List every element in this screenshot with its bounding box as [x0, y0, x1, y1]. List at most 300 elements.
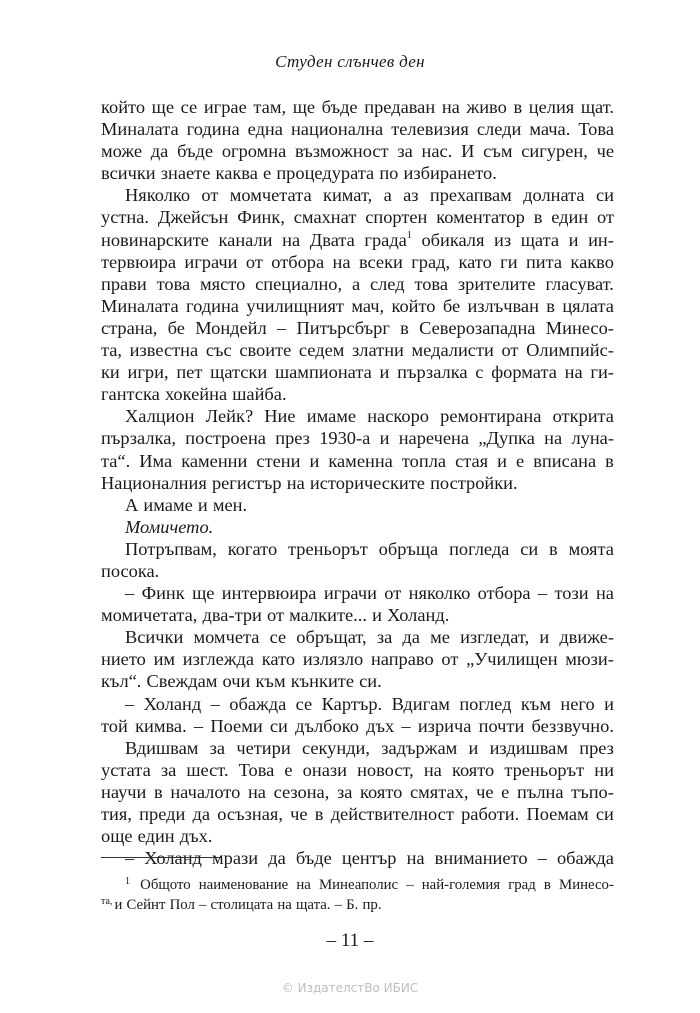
- word: играе: [203, 97, 247, 117]
- word: от: [384, 583, 402, 604]
- word: обикаля: [421, 229, 485, 250]
- word: тервюира: [101, 251, 177, 272]
- word: пет: [176, 362, 203, 383]
- word: обръщат,: [296, 627, 367, 648]
- text-line: [101, 162, 614, 184]
- footnote-line: [101, 876, 614, 896]
- word: каменни: [181, 450, 248, 471]
- word: Свеждам: [146, 671, 218, 692]
- word: си: [595, 185, 614, 206]
- text-line: [101, 670, 614, 692]
- text-line: [101, 759, 614, 781]
- word: е: [501, 781, 510, 802]
- word: ще: [292, 97, 316, 117]
- word: да: [150, 141, 169, 162]
- footnote: [101, 876, 614, 915]
- word: национална: [290, 119, 384, 140]
- word: Минесо-: [545, 317, 614, 338]
- word: –: [198, 896, 207, 913]
- word: от: [201, 185, 219, 206]
- word: Финк: [141, 583, 185, 604]
- word: мен.: [212, 494, 248, 515]
- text-line: [101, 405, 614, 427]
- word: „Дупка: [478, 428, 535, 449]
- word: и: [309, 450, 320, 471]
- word: Националния: [101, 472, 207, 493]
- word: да: [268, 848, 286, 869]
- word: една: [247, 119, 283, 140]
- word: излязло: [302, 649, 364, 670]
- word: та,: [101, 340, 123, 361]
- word: нието: [101, 649, 146, 670]
- footnote-line: [101, 896, 614, 916]
- word: Минеаполис: [318, 877, 399, 893]
- word: наименование: [198, 877, 289, 893]
- word: Холанд: [143, 693, 202, 714]
- word: им: [153, 649, 176, 670]
- word: пързалка,: [101, 428, 176, 449]
- word: телевизия: [391, 119, 469, 140]
- word: историческите: [309, 472, 425, 493]
- word: нас.: [421, 141, 453, 162]
- word: Миналата: [101, 295, 179, 316]
- word: треньорът: [288, 538, 368, 559]
- word: целия: [528, 97, 575, 117]
- word: се: [180, 97, 198, 117]
- text-line: [101, 450, 614, 472]
- word: цялата: [562, 295, 614, 316]
- word: та“.: [101, 450, 131, 471]
- word: известна: [129, 340, 199, 361]
- word: след: [369, 273, 405, 294]
- word: на: [277, 896, 292, 913]
- word: шест.: [186, 759, 229, 780]
- word: обажда: [229, 693, 287, 714]
- word: най-големия: [421, 877, 501, 893]
- word: през: [579, 737, 614, 758]
- word: си: [269, 715, 288, 736]
- word: работи.: [461, 804, 520, 824]
- word: Всички: [125, 627, 184, 648]
- text-line: [101, 273, 614, 295]
- word: няколко: [408, 583, 471, 604]
- word: своите: [239, 340, 292, 361]
- word: това: [156, 273, 191, 294]
- word: а: [383, 185, 392, 206]
- word: столицата: [210, 896, 274, 913]
- word: сезона,: [273, 781, 330, 802]
- word: устна.: [101, 207, 149, 228]
- word: в: [513, 97, 523, 117]
- word: ин-: [588, 229, 614, 250]
- word: обръща: [378, 538, 439, 559]
- word: А: [125, 494, 139, 515]
- word: интервюира: [221, 583, 317, 604]
- word: Б.: [346, 896, 359, 913]
- word: кънките: [290, 671, 354, 692]
- text-line: [101, 184, 614, 206]
- word: един: [551, 207, 589, 228]
- word: ще: [192, 583, 215, 604]
- word: знаете: [160, 163, 211, 184]
- word: от: [267, 605, 285, 626]
- word: си.: [359, 671, 382, 692]
- word: като: [261, 649, 296, 670]
- word: ги: [500, 251, 518, 272]
- word: тия,: [101, 804, 132, 824]
- word: дъх.: [179, 826, 213, 847]
- word: Потръпвам,: [125, 538, 217, 559]
- word: специално,: [255, 273, 343, 294]
- word: Ние: [264, 406, 296, 427]
- text-line: [101, 494, 614, 516]
- word: беззвучно.: [531, 715, 614, 736]
- text-line: [101, 383, 614, 405]
- text-line: [101, 140, 614, 162]
- word: Общото: [140, 877, 191, 893]
- word: когато: [227, 538, 278, 559]
- word: той: [101, 715, 128, 736]
- word: ги-: [590, 362, 614, 383]
- word: щатски: [210, 362, 268, 383]
- word: Халцион: [125, 406, 195, 427]
- text-line: [101, 538, 614, 560]
- word: и: [497, 450, 507, 471]
- text-line: [101, 295, 614, 317]
- footnote-rule: [101, 857, 221, 858]
- word: стени: [256, 450, 301, 471]
- word: в: [533, 207, 543, 228]
- word: Поеми: [210, 715, 263, 736]
- word: избирането.: [403, 163, 497, 184]
- word: тъпо-: [571, 781, 614, 802]
- word: построена: [185, 428, 266, 449]
- word: Поемам: [526, 804, 589, 824]
- word: действителност: [330, 804, 454, 824]
- word: 1930-а: [319, 428, 371, 449]
- word: се: [269, 627, 287, 648]
- word: кимат,: [323, 185, 373, 206]
- word: на: [441, 97, 460, 117]
- word: по: [379, 163, 399, 184]
- word: е: [284, 759, 293, 780]
- text-line: [101, 339, 614, 361]
- word: като: [458, 251, 492, 272]
- footnote-marker: та,: [101, 895, 113, 907]
- word: –: [537, 583, 548, 604]
- word: огромна: [221, 141, 287, 162]
- text-line: [101, 847, 614, 869]
- word: Холанд: [144, 848, 202, 869]
- word: това: [414, 273, 449, 294]
- word: щата.: [295, 896, 331, 913]
- word: че: [290, 804, 308, 824]
- text-line: [101, 427, 614, 449]
- word: –: [401, 715, 411, 736]
- word: че: [476, 781, 494, 802]
- word: малките...: [289, 605, 367, 626]
- word: луна-: [571, 428, 614, 449]
- word: този: [554, 583, 589, 604]
- word: спортен: [365, 207, 428, 228]
- word: на: [332, 251, 351, 272]
- word: Холанд.: [387, 605, 450, 626]
- word: пр.: [362, 896, 382, 913]
- word: в: [154, 781, 163, 802]
- word: ки: [101, 362, 120, 383]
- word: щата: [520, 229, 560, 250]
- word: още: [101, 826, 133, 847]
- word: да: [402, 627, 420, 648]
- word: пита: [525, 251, 563, 272]
- text-line: [101, 715, 614, 737]
- word: обажда: [556, 848, 614, 869]
- word: за: [209, 737, 226, 758]
- text-line: [101, 317, 614, 339]
- word: Джейсън: [157, 207, 229, 228]
- word: отбора: [271, 251, 325, 272]
- word: Двата: [309, 229, 355, 250]
- word: съм: [483, 141, 513, 162]
- word: и: [114, 896, 123, 913]
- word: да: [192, 804, 211, 824]
- word: Има: [139, 450, 173, 471]
- word: онази: [302, 759, 347, 780]
- word: от: [441, 649, 459, 670]
- word: четири: [236, 737, 291, 758]
- word: на: [406, 848, 425, 869]
- word: ни: [594, 759, 614, 780]
- word: пълна: [516, 781, 564, 802]
- word: предаван: [364, 97, 436, 117]
- word: Това: [578, 119, 614, 140]
- word: Северозападна: [419, 317, 536, 338]
- word: прави: [101, 273, 147, 294]
- word: през: [275, 428, 310, 449]
- word: Лейк?: [205, 406, 254, 427]
- word: секунди,: [301, 737, 370, 758]
- word: която: [360, 781, 403, 802]
- word: за: [397, 141, 413, 162]
- word: –: [125, 848, 135, 869]
- word: Няколко: [125, 185, 191, 206]
- word: Мондейл: [195, 317, 267, 338]
- word: шайба.: [232, 384, 287, 405]
- word: поглед: [459, 693, 512, 714]
- word: на: [286, 472, 305, 493]
- word: осъзная,: [217, 804, 283, 824]
- word: пързалка: [397, 362, 468, 383]
- word: изглежда: [182, 649, 255, 670]
- word: новинарските: [101, 229, 209, 250]
- word: година: [186, 295, 239, 316]
- word: с: [475, 362, 484, 383]
- word: ремонтирана: [440, 406, 542, 427]
- word: всеки: [358, 251, 403, 272]
- word: –: [537, 848, 547, 869]
- word: мрази: [212, 848, 259, 869]
- word: процедурата: [276, 163, 375, 184]
- word: от: [501, 340, 519, 361]
- word: из: [494, 229, 512, 250]
- word: коментатор: [436, 207, 525, 228]
- word: и: [379, 428, 390, 449]
- word: Миналата: [101, 119, 179, 140]
- word: към: [255, 671, 286, 692]
- word: И: [461, 141, 475, 162]
- word: там,: [253, 97, 287, 117]
- word: каменна: [328, 450, 393, 471]
- word: новост,: [357, 759, 414, 780]
- word: научи: [101, 781, 147, 802]
- footnote-reference: 1: [406, 229, 412, 241]
- word: Момичето.: [125, 516, 214, 537]
- word: седем: [298, 340, 345, 361]
- word: ме: [430, 627, 450, 648]
- word: и: [372, 605, 382, 626]
- word: момчета: [193, 627, 260, 648]
- text-line: [101, 472, 614, 494]
- word: на: [423, 759, 442, 780]
- word: –: [210, 693, 220, 714]
- word: къл“.: [101, 671, 142, 692]
- word: ще: [151, 97, 174, 117]
- word: смахнат: [293, 207, 357, 228]
- word: и: [379, 362, 390, 383]
- text-line: [101, 693, 614, 715]
- word: момичетата,: [101, 605, 198, 626]
- word: един: [137, 826, 175, 847]
- word: на: [282, 229, 301, 250]
- word: който: [101, 97, 146, 117]
- word: училищният: [246, 295, 344, 316]
- word: имаме: [143, 494, 193, 515]
- word: топла: [401, 450, 447, 471]
- word: и: [468, 737, 479, 758]
- word: която: [451, 759, 495, 780]
- text-line: [101, 251, 614, 273]
- word: треньорът: [504, 759, 585, 780]
- word: хокейна: [164, 384, 228, 405]
- word: постройки.: [430, 472, 518, 493]
- text-line: [101, 825, 614, 847]
- word: каква: [215, 163, 258, 184]
- word: и: [604, 693, 614, 714]
- word: за: [336, 781, 353, 802]
- word: кимва.: [135, 715, 187, 736]
- word: Пол: [169, 896, 195, 913]
- word: –: [125, 693, 135, 714]
- word: канали: [218, 229, 273, 250]
- word: града$^1$: [364, 229, 412, 250]
- word: сигурен,: [521, 141, 588, 162]
- word: за: [376, 627, 393, 648]
- text-line: [101, 737, 614, 759]
- word: и: [539, 627, 550, 648]
- word: смятах,: [409, 781, 469, 802]
- word: мача.: [529, 119, 571, 140]
- word: –: [193, 715, 204, 736]
- word: началото: [170, 781, 241, 802]
- word: Питърсбърг: [296, 317, 390, 338]
- word: аз: [403, 185, 419, 206]
- publisher-watermark: © ИздателстВо ИБИС: [281, 981, 419, 995]
- word: наскоро: [367, 406, 429, 427]
- word: със: [205, 340, 232, 361]
- word: щат.: [580, 97, 614, 117]
- word: на: [595, 583, 614, 604]
- word: от: [597, 207, 614, 228]
- word: в: [543, 877, 551, 893]
- word: изгледат,: [460, 627, 530, 648]
- word: на: [247, 781, 266, 802]
- word: си: [520, 538, 539, 559]
- word: движе-: [559, 627, 614, 648]
- word: в: [549, 538, 558, 559]
- word: гантска: [101, 384, 160, 405]
- word: изрича: [417, 715, 472, 736]
- word: вниманието: [434, 848, 528, 869]
- word: гласуват.: [545, 273, 614, 294]
- word: към: [520, 693, 551, 714]
- word: на: [564, 362, 583, 383]
- word: следи: [476, 119, 522, 140]
- word: център: [341, 848, 397, 869]
- word: бъде: [295, 848, 332, 869]
- word: играчи: [184, 251, 238, 272]
- word: наречена: [398, 428, 470, 449]
- word: за: [160, 759, 177, 780]
- word: златни: [352, 340, 404, 361]
- footnote-marker: 1: [125, 876, 130, 887]
- word: страна,: [101, 317, 158, 338]
- word: и: [197, 494, 208, 515]
- text-line: [101, 582, 614, 604]
- word: на: [544, 428, 563, 449]
- word: погледа: [449, 538, 510, 559]
- word: бе: [442, 295, 461, 316]
- text-line: [101, 118, 614, 140]
- text-line: [101, 229, 614, 251]
- word: град,: [411, 251, 451, 272]
- word: живо: [466, 97, 507, 117]
- word: издишвам: [489, 737, 568, 758]
- word: който: [391, 295, 436, 316]
- word: място: [200, 273, 246, 294]
- word: играчи: [323, 583, 377, 604]
- word: мюзи-: [565, 649, 614, 670]
- text-line: [101, 560, 614, 582]
- word: направо: [370, 649, 434, 670]
- text-line: [101, 361, 614, 383]
- text-line: [101, 781, 614, 803]
- word: Вдигам: [391, 693, 450, 714]
- word: долната: [523, 185, 585, 206]
- word: регистър: [211, 472, 282, 493]
- word: посока.: [101, 560, 160, 581]
- page-number: – 11 –: [326, 930, 374, 951]
- word: „Училищен: [466, 649, 558, 670]
- word: медалисти: [411, 340, 494, 361]
- word: прехапвам: [429, 185, 512, 206]
- word: имаме: [306, 406, 357, 427]
- word: почти: [478, 715, 525, 736]
- word: Финк,: [237, 207, 285, 228]
- word: какво: [570, 251, 614, 272]
- word: излъчван: [467, 295, 539, 316]
- word: може: [101, 141, 143, 162]
- word: дъх: [366, 715, 395, 736]
